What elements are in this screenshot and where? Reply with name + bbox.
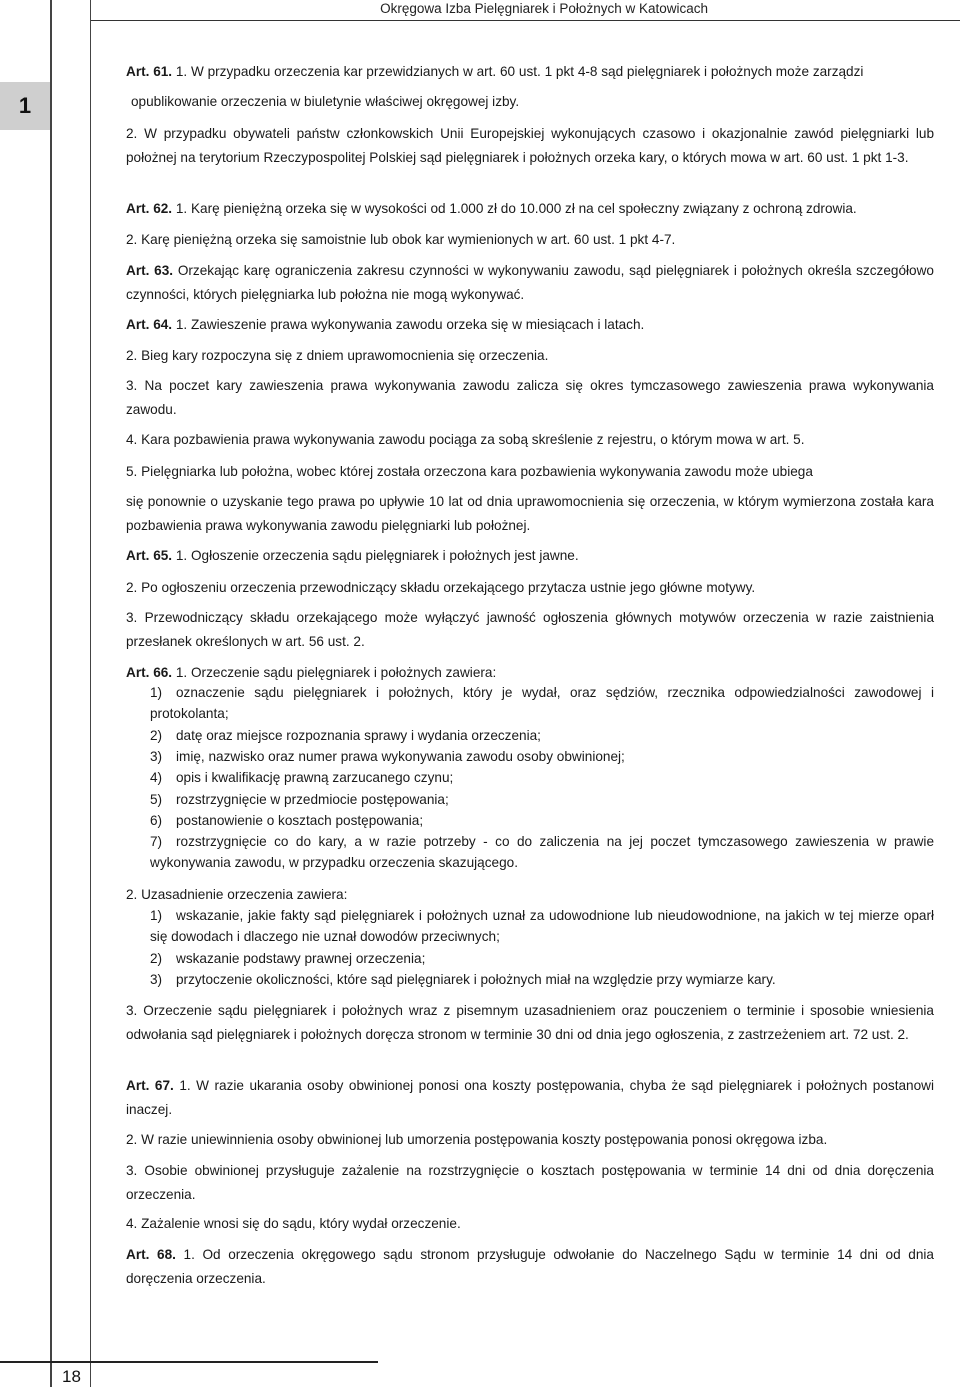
art61-p2: 2. W przypadku obywateli państw członkowskich Unii Europejskiej wykonujących czasowo i okazjonalnie zawód pielęgniarki lub położnej na terytorium Rzeczypospolitej Polskiej sąd pielęgniarek i położnych orzeka kary, o których mowa w art. 60 ust. 1 pkt 1-3. [126, 126, 934, 165]
art67-p1-text: 1. W razie ukarania osoby obwinionej ponosi ona koszty postępowania, chyba że sąd pielęgniarek i położnych postanowi inaczej. [126, 1078, 934, 1117]
art66-list1-item: 7) rozstrzygnięcie co do kary, a w razie potrzeby - co do zaliczenia na jej poczet tymczasowego zawieszenia w prawie wykonywania zawodu, w przypadku orzeczenia skazującego. [150, 834, 934, 871]
art67-p3: 3. Osobie obwinionej przysługuje zażalenie na rozstrzygnięcie o kosztach postępowania w terminie 14 dni od dnia doręczenia orzeczenia. [126, 1163, 934, 1202]
art65-p3: 3. Przewodniczący składu orzekającego może wyłączyć jawność ogłoszenia głównych motywów orzeczenia w razie zaistnienia przesłanek określonych w art. 56 ust. 2. [126, 610, 934, 649]
art64-p2: 2. Bieg kary rozpoczyna się z dniem uprawomocnienia się orzeczenia. [126, 348, 549, 363]
art68-p1-text: 1. Od orzeczenia okręgowego sądu stronom przysługuje odwołanie do Naczelnego Sądu w terminie 14 dni od dnia doręczenia orzeczenia. [126, 1247, 934, 1286]
art66-p1-text: 1. Orzeczenie sądu pielęgniarek i położnych zawiera: [172, 665, 497, 680]
art66-heading: Art. 66. [126, 665, 173, 680]
art66-list1-item: 4) opis i kwalifikację prawną zarzucanego czynu; [150, 770, 454, 785]
art67-p1 [126, 1074, 934, 1121]
art68-p1 [126, 1243, 934, 1290]
art66-list1-item: 1) oznaczenie sądu pielęgniarek i położnych, który je wydał, oraz sędziów, rzecznika odpowiedzialności zawodowej i protokolanta; [150, 685, 934, 722]
art62-p1-text: 1. Karę pieniężną orzeka się w wysokości od 1.000 zł do 10.000 zł na cel społeczny związany z ochroną zdrowia. [172, 201, 857, 216]
art66-list2-item: 1) wskazanie, jakie fakty sąd pielęgniarek i położnych uznał za udowodnione lub nieudowodnione, na jakich w tej mierze oparł się dowodach i dlaczego nie uznał dowodów przeciwnych; [150, 908, 934, 945]
art64-p5: 5. Pielęgniarka lub położna, wobec której została orzeczona kara pozbawienia wykonywania zawodu może ubiega [126, 464, 813, 479]
art63 [126, 259, 934, 306]
header-rule [90, 20, 960, 21]
art67-p4: 4. Zażalenie wnosi się do sądu, który wydał orzeczenie. [126, 1216, 461, 1231]
art68-heading: Art. 68. [126, 1247, 176, 1262]
art64-p4: 4. Kara pozbawienia prawa wykonywania zawodu pociąga za sobą skreślenie z rejestru, o którym mowa w art. 5. [126, 432, 805, 447]
art61-p1-cont: opublikowanie orzeczenia w biuletynie właściwej okręgowej izby. [131, 94, 520, 109]
art66-list1-item: 2) datę oraz miejsce rozpoznania sprawy i wydania orzeczenia; [150, 728, 541, 743]
art66-list1-item: 6) postanowienie o kosztach postępowania; [150, 813, 424, 828]
margin-line-left [50, 0, 52, 1387]
art64-p5-cont: się ponownie o uzyskanie tego prawa po upływie 10 lat od dnia uprawomocnienia się orzeczenia, w którym wymierzona została kara pozbawienia prawa wykonywania zawodu pielęgniarki lub położnej. [126, 494, 934, 533]
art63-text: Orzekając karę ograniczenia zakresu czynności w wykonywaniu zawodu, sąd pielęgniarek i położnych określa szczegółowo czynności, których pielęgniarka lub położna nie mogą wykonywać. [126, 263, 934, 302]
header-title: Okręgowa Izba Pielęgniarek i Położnych w Katowicach [380, 1, 708, 16]
chapter-tab: 1 [0, 82, 50, 130]
art66-p3: 3. Orzeczenie sądu pielęgniarek i położnych wraz z pisemnym uzasadnieniem oraz pouczeniem o terminie i sposobie wniesienia odwołania sąd pielęgniarek i położnych doręcza stronom w terminie 30 dni od dnia jego ogłoszenia, z zastrzeżeniem art. 72 ust. 2. [126, 1003, 934, 1042]
art65-p2: 2. Po ogłoszeniu orzeczenia przewodniczący składu orzekającego przytacza ustnie jego główne motywy. [126, 580, 756, 595]
art64-p1 [126, 313, 934, 337]
art67-heading: Art. 67. [126, 1078, 174, 1093]
art67-p2: 2. W razie uniewinnienia osoby obwinionej lub umorzenia postępowania koszty postępowania ponosi okręgowa izba. [126, 1132, 828, 1147]
footer-rule [0, 1361, 378, 1363]
art65-p1-text: 1. Ogłoszenie orzeczenia sądu pielęgniarek i położnych jest jawne. [172, 548, 579, 563]
art66-list2-item: 2) wskazanie podstawy prawnej orzeczenia; [150, 951, 426, 966]
art64-p1-text: 1. Zawieszenie prawa wykonywania zawodu orzeka się w miesiącach i latach. [172, 317, 645, 332]
art61-heading: Art. 61. [126, 64, 173, 79]
art64-heading: Art. 64. [126, 317, 173, 332]
margin-line-right [90, 0, 91, 1387]
art61-p1-text: 1. W przypadku orzeczenia kar przewidzianych w art. 60 ust. 1 pkt 4-8 sąd pielęgniarek i położnych może zarządzi [172, 64, 864, 79]
art62-heading: Art. 62. [126, 201, 173, 216]
art66-list2-item: 3) przytoczenie okoliczności, które sąd pielęgniarek i położnych miał na względzie przy wymiarze kary. [150, 972, 776, 987]
art65-p1 [126, 544, 934, 568]
art63-heading: Art. 63. [126, 263, 174, 278]
page-number: 18 [62, 1367, 81, 1386]
art66-list1-item: 5) rozstrzygnięcie w przedmiocie postępowania; [150, 792, 449, 807]
art62-p2: 2. Karę pieniężną orzeka się samoistnie lub obok kar wymienionych w art. 60 ust. 1 pkt 4-7. [126, 232, 676, 247]
art65-heading: Art. 65. [126, 548, 173, 563]
art66-p2: 2. Uzasadnienie orzeczenia zawiera: [126, 887, 348, 902]
art64-p3: 3. Na poczet kary zawieszenia prawa wykonywania zawodu zalicza się okres tymczasowego zawieszenia prawa wykonywania zawodu. [126, 378, 934, 417]
art66-p1 [126, 661, 934, 685]
art61-p1 [126, 60, 934, 84]
art66-list1-item: 3) imię, nazwisko oraz numer prawa wykonywania zawodu osoby obwinionej; [150, 749, 625, 764]
art62-p1 [126, 197, 934, 221]
